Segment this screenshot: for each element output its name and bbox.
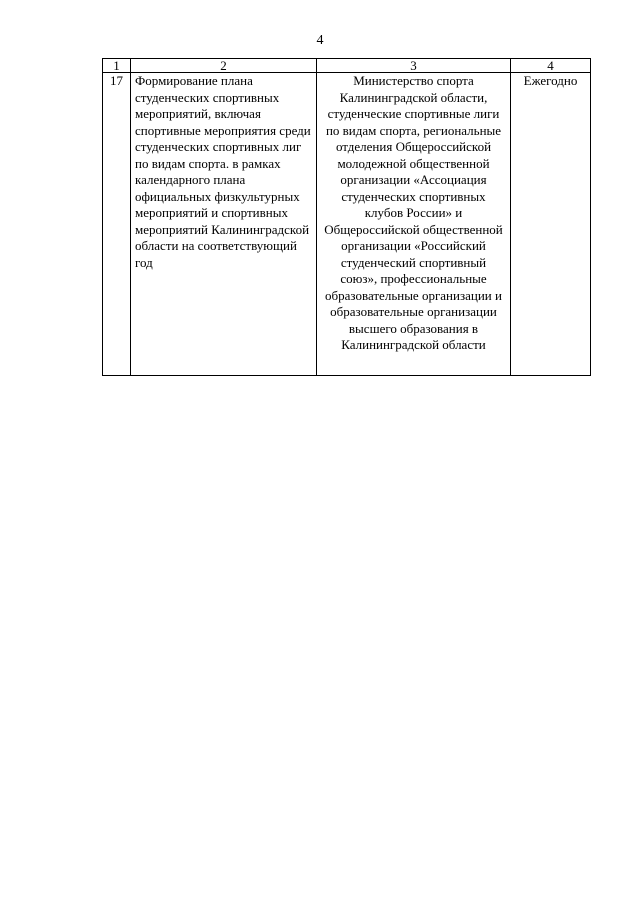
column-number-2: 2: [131, 59, 317, 73]
column-number-3: 3: [317, 59, 511, 73]
row-number: 17: [103, 73, 131, 376]
column-number-1: 1: [103, 59, 131, 73]
executor-cell: Министерство спорта Калининградской области, студенческие спортивные лиги по видам спорта, региональные отделения Общероссийской молодежной общественной организации «Ассоциация студенческих спортивных клубов России» и Общероссийской общественной организации «Российский студенческий спортивный союз», профессиональные образовательные организации и образовательные организации высшего образования в Калининградской области: [317, 73, 511, 376]
column-number-4: 4: [511, 59, 591, 73]
page-number: 4: [316, 33, 324, 48]
plan-table: [102, 58, 591, 376]
activity-cell: Формирование плана студенческих спортивных мероприятий, включая спортивные мероприятия среди студенческих спортивных лиг по видам спорта. в рамках календарного плана официальных физкультурных мероприятий и спортивных мероприятий Калининградской области на соответствующий год: [131, 73, 317, 376]
period-cell: Ежегодно: [511, 73, 591, 376]
table-row: [103, 73, 591, 376]
table-header-row: [103, 59, 591, 73]
